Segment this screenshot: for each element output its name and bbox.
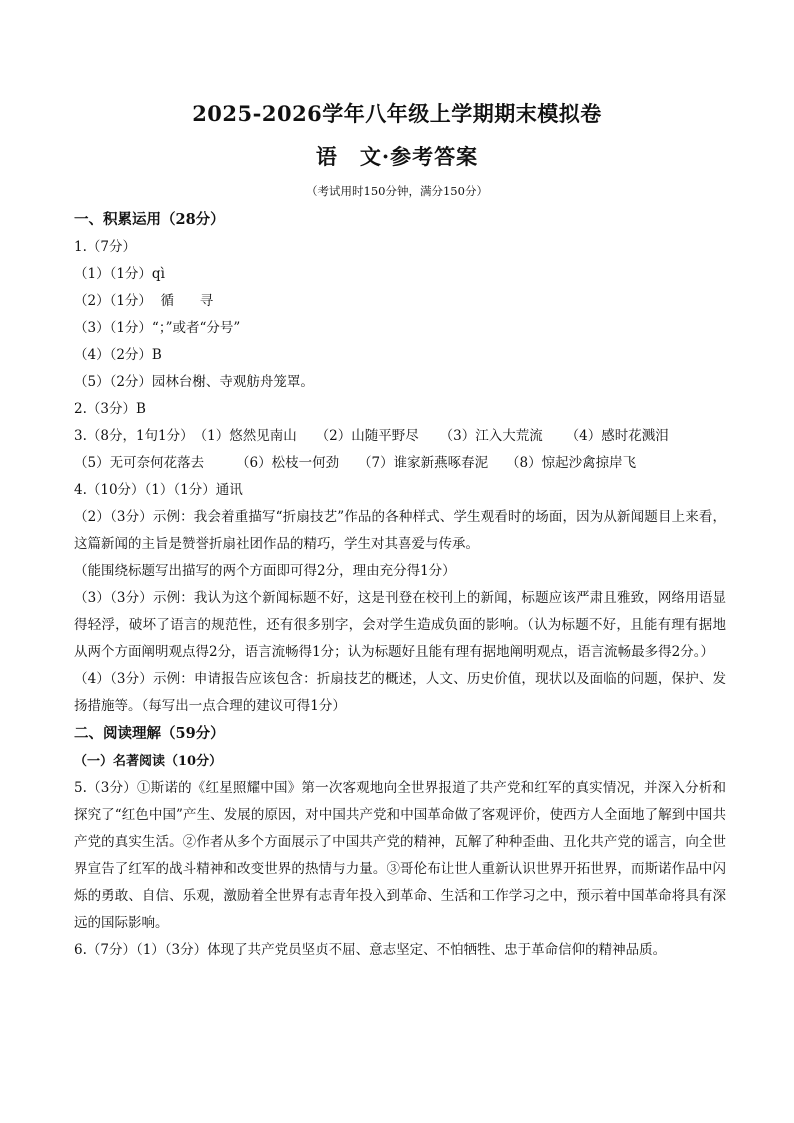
q4-answer-2-note: （能围绕标题写出描写的两个方面即可得2分，理由充分得1分） [74,563,456,579]
q3-item: （8）惊起沙禽掠岸飞 [506,455,637,471]
q4-heading: 4.（10分）（1）（1分）通讯 [74,482,243,498]
q1-answer-5: （5）（2分）园林台榭、寺观舫舟笼罩。 [74,374,314,390]
q3-item: （3）江入大荒流 [439,428,543,444]
answer-content [74,206,726,964]
q1-answer-2: （2）（1分） 循 寻 [74,293,214,309]
q3-row-2 [74,450,726,477]
exam-note: （考试用时150分钟，满分150分） [306,184,488,198]
page-subtitle: 语 文·参考答案 [315,144,479,169]
q3-item: （1）悠然见南山 [193,428,297,444]
q3-item: （7）谁家新燕啄春泥 [358,455,489,471]
q4-answer-4: （4）（3分）示例：申请报告应该包含：折扇技艺的概述，人文、历史价值，现状以及面临的问题，保护、发扬措施等。（每写出一点合理的建议可得1分） [74,671,726,714]
q1-heading: 1.（7分） [74,239,136,255]
q5-answer: 5.（3分）①斯诺的《红星照耀中国》第一次客观地向全世界报道了共产党和红军的真实情况，并深入分析和探究了“红色中国”产生、发展的原因，对中国共产党和中国革命做了客观评价，使西方人全面地了解到中国共产党的真实生活。②作者从多个方面展示了中国共产党的精神，瓦解了种种歪曲、丑化共产党的谣言，向全世界宣告了红军的战斗精神和改变世界的热情与力量。③哥伦布让世人重新认识世界开拓世界，而斯诺作品中闪烁的勇敢、自信、乐观，激励着全世界有志青年投入到革命、生活和工作学习之中，预示着中国革命将具有深远的国际影响。 [74,780,726,931]
section-2-sub-1: （一）名著阅读（10分） [74,754,223,769]
q1-answer-1: （1）（1分）qì [74,266,165,282]
q1-answer-4: （4）（2分）B [74,347,162,363]
q3-row-1 [74,423,726,450]
q4-answer-2: （2）（3分）示例：我会着重描写“折扇技艺”作品的各种样式、学生观看时的场面，因为从新闻题目上来看，这篇新闻的主旨是赞誉折扇社团作品的精巧，学生对其喜爱与传承。 [74,509,726,552]
page-title: 2025-2026学年八年级上学期期末模拟卷 [192,101,602,126]
q3-item: （4）感时花溅泪 [565,428,669,444]
q3-heading: 3.（8分，1句1分） [74,428,194,444]
section-2-heading: 二、阅读理解（59分） [74,725,225,742]
q4-answer-3: （3）（3分）示例：我认为这个新闻标题不好，这是刊登在校刊上的新闻，标题应该严肃且雅致，网络用语显得轻浮，破坏了语言的规范性，还有很多别字，会对学生造成负面的影响。（认为标题不好，且能有理有据地从两个方面阐明观点得2分，语言流畅得1分；认为标题好且能有理有据地阐明观点，语言流畅最多得2分。） [74,590,726,660]
q3-item: （2）山随平野尽 [315,428,419,444]
q1-answer-3: （3）（1分）“；”或者“分号” [74,320,241,336]
q3-item: （5）无可奈何花落去 [74,455,205,471]
q6-answer: 6.（7分）（1）（3分）体现了共产党员坚贞不屈、意志坚定、不怕牺牲、忠于革命信仰的精神品质。 [74,942,667,958]
section-1-heading: 一、积累运用（28分） [74,211,225,228]
q2-answer: 2.（3分）B [74,401,146,417]
q3-item: （6）松枝一何劲 [236,455,340,471]
